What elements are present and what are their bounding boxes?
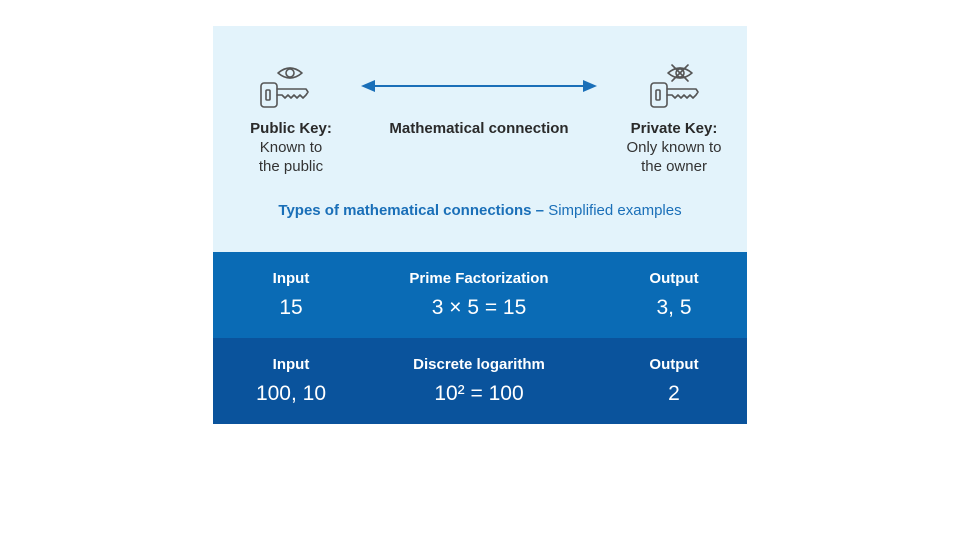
method-label: Prime Factorization [409,270,549,287]
input-cell [231,252,351,338]
key-pair-section [213,26,747,252]
public-key-title: Public Key: [250,120,332,137]
example-row-discrete-logarithm [213,338,747,424]
private-key-line1: Only known to [626,139,722,156]
input-value: 15 [279,296,303,319]
private-key-title: Private Key: [630,120,718,137]
private-key-label [609,119,739,176]
method-value: 10² = 100 [434,382,524,405]
private-key-crossed-eye-icon [648,58,708,118]
method-value: 3 × 5 = 15 [431,296,527,319]
private-key-line2: the owner [641,158,707,175]
output-cell [609,252,739,338]
types-heading [213,202,747,219]
public-key-label [231,119,351,176]
example-row-prime-factorization [213,252,747,338]
output-label: Output [649,270,699,287]
output-value: 2 [668,382,680,405]
input-cell [231,338,351,424]
input-label: Input [272,270,310,287]
input-label: Input [272,356,310,373]
public-key-eye-icon [258,58,318,118]
crypto-diagram [213,26,747,424]
connection-label: Mathematical connection [389,120,569,137]
public-key-line2: the public [258,158,324,175]
types-heading-bold: Types of mathematical connections – [278,202,545,219]
types-heading-regular: Simplified examples [548,202,682,219]
double-arrow-icon [361,79,597,93]
public-key-line1: Known to [259,139,323,156]
input-value: 100, 10 [255,382,327,405]
output-label: Output [649,356,699,373]
method-cell [363,338,595,424]
method-label: Discrete logarithm [413,356,545,373]
output-value: 3, 5 [656,296,692,319]
output-cell [609,338,739,424]
method-cell [363,252,595,338]
